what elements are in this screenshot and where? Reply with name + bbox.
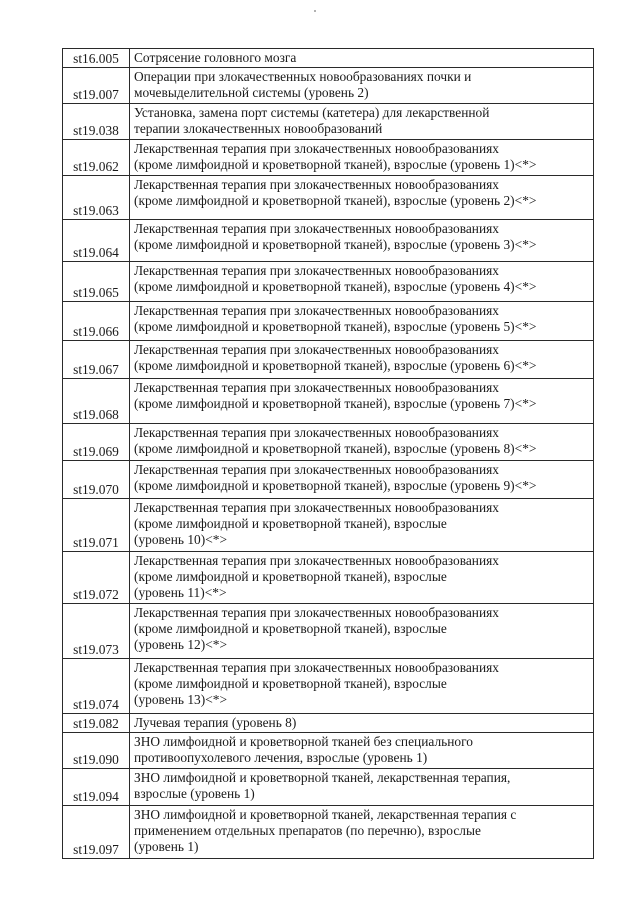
row-description: Лекарственная терапия при злокачественных новообразованиях (кроме лимфоидной и кроветворной тканей), взрослые (уровень 11)<*>	[130, 552, 594, 604]
table-row	[63, 714, 594, 733]
table-row	[63, 176, 594, 220]
row-description: Лекарственная терапия при злокачественных новообразованиях (кроме лимфоидной и кроветворной тканей), взрослые (уровень 12)<*>	[130, 604, 594, 659]
row-description: Лекарственная терапия при злокачественных новообразованиях (кроме лимфоидной и кроветворной тканей), взрослые (уровень 13)<*>	[130, 659, 594, 714]
table-row	[63, 302, 594, 341]
row-code: st19.072	[63, 552, 130, 604]
row-code: st19.067	[63, 341, 130, 379]
row-code: st19.063	[63, 176, 130, 220]
row-description: Лекарственная терапия при злокачественных новообразованиях (кроме лимфоидной и кроветворной тканей), взрослые (уровень 6)<*>	[130, 341, 594, 379]
row-code: st19.038	[63, 104, 130, 140]
clinical-groups-table	[62, 48, 594, 859]
table-row	[63, 262, 594, 302]
table-row	[63, 499, 594, 552]
row-code: st19.062	[63, 140, 130, 176]
row-description: Лекарственная терапия при злокачественных новообразованиях (кроме лимфоидной и кроветворной тканей), взрослые (уровень 3)<*>	[130, 220, 594, 262]
row-code: st19.094	[63, 769, 130, 806]
row-description: Лекарственная терапия при злокачественных новообразованиях (кроме лимфоидной и кроветворной тканей), взрослые (уровень 1)<*>	[130, 140, 594, 176]
row-description: Установка, замена порт системы (катетера) для лекарственной терапии злокачественных новообразований	[130, 104, 594, 140]
row-code: st19.007	[63, 68, 130, 104]
table-row	[63, 806, 594, 859]
table-row	[63, 424, 594, 461]
row-code: st19.097	[63, 806, 130, 859]
row-description: Лекарственная терапия при злокачественных новообразованиях (кроме лимфоидной и кроветворной тканей), взрослые (уровень 9)<*>	[130, 461, 594, 499]
row-description: Лучевая терапия (уровень 8)	[130, 714, 594, 733]
table-row	[63, 104, 594, 140]
row-code: st19.069	[63, 424, 130, 461]
row-description: Лекарственная терапия при злокачественных новообразованиях (кроме лимфоидной и кроветворной тканей), взрослые (уровень 10)<*>	[130, 499, 594, 552]
row-code: st16.005	[63, 49, 130, 68]
row-description: Лекарственная терапия при злокачественных новообразованиях (кроме лимфоидной и кроветворной тканей), взрослые (уровень 2)<*>	[130, 176, 594, 220]
row-description: ЗНО лимфоидной и кроветворной тканей, лекарственная терапия с применением отдельных препаратов (по перечню), взрослые (уровень 1)	[130, 806, 594, 859]
row-description: Лекарственная терапия при злокачественных новообразованиях (кроме лимфоидной и кроветворной тканей), взрослые (уровень 4)<*>	[130, 262, 594, 302]
row-description: Лекарственная терапия при злокачественных новообразованиях (кроме лимфоидной и кроветворной тканей), взрослые (уровень 7)<*>	[130, 379, 594, 424]
row-code: st19.065	[63, 262, 130, 302]
table-row	[63, 769, 594, 806]
row-code: st19.090	[63, 733, 130, 769]
table-row	[63, 659, 594, 714]
row-description: Операции при злокачественных новообразованиях почки и мочевыделительной системы (уровень 2)	[130, 68, 594, 104]
table-row	[63, 49, 594, 68]
row-code: st19.073	[63, 604, 130, 659]
row-code: st19.071	[63, 499, 130, 552]
table-row	[63, 220, 594, 262]
table-row	[63, 341, 594, 379]
table-row	[63, 140, 594, 176]
row-description: ЗНО лимфоидной и кроветворной тканей, лекарственная терапия, взрослые (уровень 1)	[130, 769, 594, 806]
table-row	[63, 68, 594, 104]
row-code: st19.070	[63, 461, 130, 499]
row-description: Сотрясение головного мозга	[130, 49, 594, 68]
row-code: st19.068	[63, 379, 130, 424]
table-row	[63, 604, 594, 659]
table-row	[63, 733, 594, 769]
row-code: st19.066	[63, 302, 130, 341]
row-description: Лекарственная терапия при злокачественных новообразованиях (кроме лимфоидной и кроветворной тканей), взрослые (уровень 5)<*>	[130, 302, 594, 341]
scan-dot-mark	[314, 10, 316, 12]
table-row	[63, 461, 594, 499]
row-code: st19.064	[63, 220, 130, 262]
table-row	[63, 552, 594, 604]
row-description: ЗНО лимфоидной и кроветворной тканей без специального противоопухолевого лечения, взрослые (уровень 1)	[130, 733, 594, 769]
table-row	[63, 379, 594, 424]
row-description: Лекарственная терапия при злокачественных новообразованиях (кроме лимфоидной и кроветворной тканей), взрослые (уровень 8)<*>	[130, 424, 594, 461]
row-code: st19.074	[63, 659, 130, 714]
row-code: st19.082	[63, 714, 130, 733]
